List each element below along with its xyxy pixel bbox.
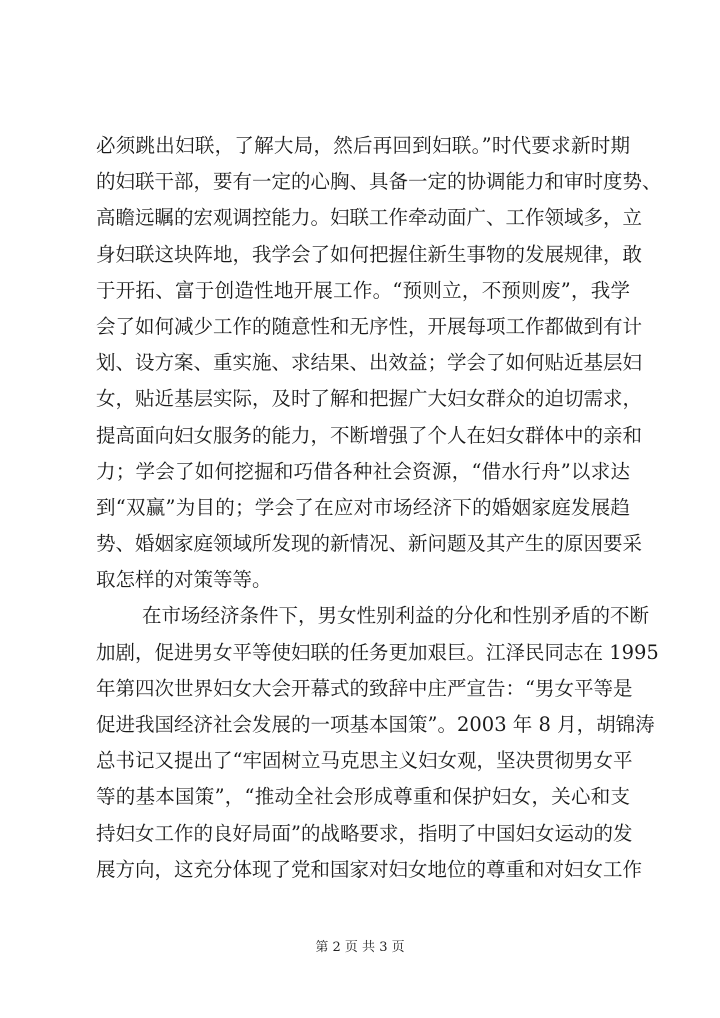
text-line: 身妇联这块阵地，我学会了如何把握住新生事物的发展规律，敢 <box>96 242 643 266</box>
paragraph-1 <box>96 128 662 598</box>
text-line: 年第四次世界妇女大会开幕式的致辞中庄严宣告：“男女平等是 <box>96 676 633 700</box>
text-line: 划、设方案、重实施、求结果、出效益；学会了如何贴近基层妇 <box>96 351 643 375</box>
paragraph-2 <box>96 598 659 888</box>
document-body <box>96 128 662 888</box>
text-line: 必须跳出妇联，了解大局，然后再回到妇联。”时代要求新时期 <box>96 134 630 157</box>
text-line: 等的基本国策”，“推动全社会形成尊重和保护妇女，关心和支 <box>96 785 630 809</box>
text-line: 于开拓、富于创造性地开展工作。“预则立，不预则废”，我学 <box>96 278 630 302</box>
text-line: 促进我国经济社会发展的一项基本国策”。2003 年 8 月，胡锦涛 <box>96 713 655 736</box>
text-line: 展方向，这充分体现了党和国家对妇女地位的尊重和对妇女工作 <box>96 857 643 881</box>
text-line: 总书记又提出了“牢固树立马克思主义妇女观，坚决贯彻男女平 <box>96 749 633 773</box>
text-line: 加剧，促进男女平等使妇联的任务更加艰巨。江泽民同志在 1995 <box>96 640 659 664</box>
text-line: 提高面向妇女服务的能力，不断增强了个人在妇女群体中的亲和 <box>96 423 643 447</box>
text-line: 力；学会了如何挖掘和巧借各种社会资源，“借水行舟”以求达 <box>96 459 630 483</box>
text-line: 的妇联干部，要有一定的心胸、具备一定的协调能力和审时度势、 <box>96 170 662 194</box>
text-line: 会了如何减少工作的随意性和无序性，开展每项工作都做到有计 <box>96 314 643 338</box>
text-line: 在市场经济条件下，男女性别利益的分化和性别矛盾的不断 <box>142 604 650 628</box>
page-number-footer: 第 2 页 共 3 页 <box>315 940 405 955</box>
text-line: 女，贴近基层实际，及时了解和把握广大妇女群众的迫切需求， <box>96 387 643 411</box>
text-line: 高瞻远瞩的宏观调控能力。妇联工作牵动面广、工作领域多，立 <box>96 206 643 230</box>
text-line: 势、婚姻家庭领域所发现的新情况、新问题及其产生的原因要采 <box>96 532 643 556</box>
text-line: 取怎样的对策等等。 <box>96 568 272 592</box>
text-line: 持妇女工作的良好局面”的战略要求，指明了中国妇女运动的发 <box>96 821 633 845</box>
text-line: 到“双赢”为目的；学会了在应对市场经济下的婚姻家庭发展趋 <box>96 495 630 519</box>
